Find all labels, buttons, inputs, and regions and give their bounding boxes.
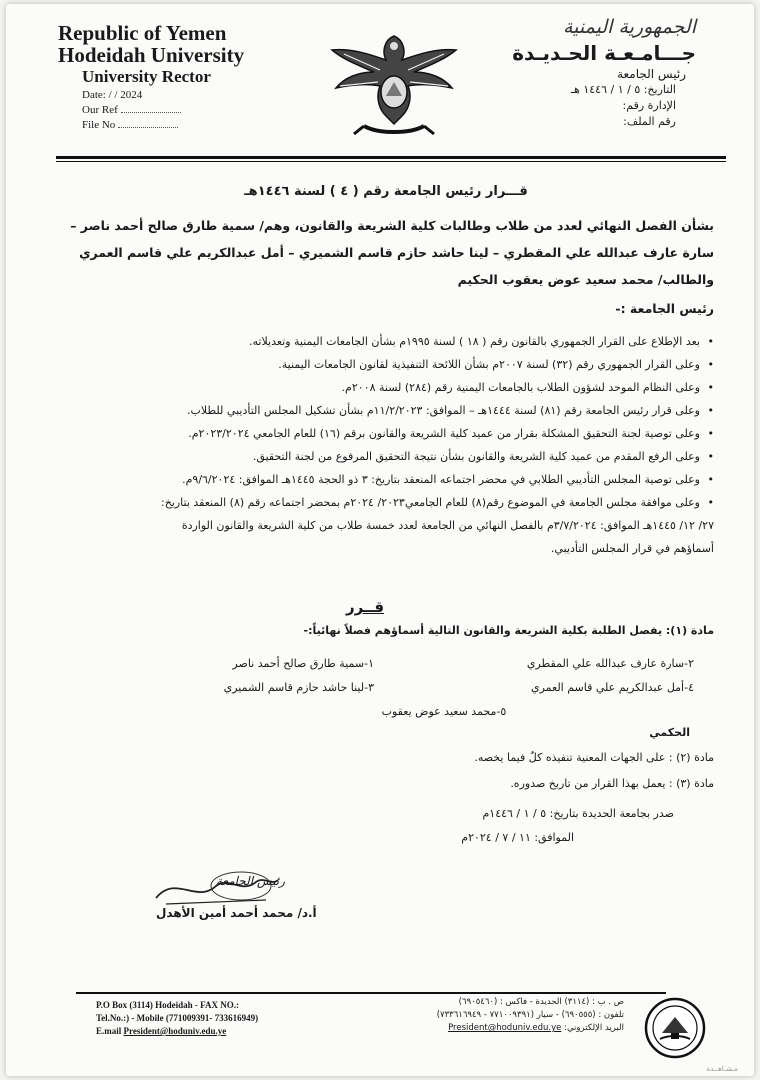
students-list — [74, 652, 694, 724]
list-item: • وعلى موافقة مجلس الجامعة في الموضوع رقم(٨) للعام الجامعي٢٠٢٣/ ٢٠٢٤م بمحضر اجتماعه رقم (٨) المنعقد بتاريخ: — [64, 491, 714, 514]
considerations-list — [64, 330, 714, 560]
office-ar: رئيس الجامعة — [617, 67, 686, 81]
list-item: • وعلى توصية لجنة التحقيق المشكلة بقرار من عميد كلية الشريعة والقانون برقم (١٦) للعام الجامعي ٢٠٢٣/٢٠٢٤م. — [64, 422, 714, 445]
rector-heading: رئيس الجامعة :- — [615, 301, 714, 316]
student-name: ٣-لينا حاشد حازم قاسم الشميري — [223, 681, 374, 694]
office-en: University Rector — [82, 67, 211, 86]
list-item-continuation: ٢٧/ ١٢/ ١٤٤٥هـ الموافق: ٣/٧/٢٠٢٤م بالفصل النهائي من الجامعة لعدد خمسة طلاب من كلية الشريعة والقانون الواردة — [181, 519, 714, 532]
student-name: ٤-أمل عبدالكريم علي قاسم العمري — [530, 681, 694, 694]
country-ar: الجمهورية اليمنية — [562, 16, 696, 38]
yemen-eagle-emblem-icon — [324, 26, 464, 141]
footer-rule — [76, 992, 666, 994]
ref-line-en: Our Ref — [82, 103, 244, 118]
header-rule-thin — [56, 161, 726, 162]
list-item: • وعلى القرار الجمهوري رقم (٣٢) لسنة ٢٠٠٧م بشأن اللائحة التنفيذية لقانون الجامعات اليمنية. — [64, 353, 714, 376]
footer-english: P.O Box (3114) Hodeidah - FAX NO.: Tel.No.:) - Mobile (771009391- 733616949) E.mail President@hoduniv.edu.ye — [96, 1000, 259, 1036]
university-logo-icon — [644, 997, 706, 1059]
header-english — [58, 22, 244, 133]
footer-arabic: ص . ب : (٣١١٤) الحديدة - فاكس : (٦٩٠٥٤٦٠) تلفون : (٦٩٠٥٥٥) - سيار (٧٧١٠٠٩٣٩١ - ٧٣٣٦١٦٩٤٩) البريد الإلكتروني: President@hoduniv.edu.ye — [436, 997, 624, 1033]
list-item: • وعلى النظام الموحد لشؤون الطلاب بالجامعات اليمنية رقم (٢٨٤) لسنة ٢٠٠٨م. — [64, 376, 714, 399]
corresponding-date: الموافق: ١١ / ٧ / ٢٠٢٤م — [461, 831, 574, 844]
list-item: • وعلى الرفع المقدم من عميد كلية الشريعة والقانون بشأن نتيجة التحقيق المرفوع من لجنة التحقيق. — [64, 445, 714, 468]
list-item-continuation: أسماؤهم في قرار المجلس التأديبي. — [550, 542, 714, 555]
ref-line-ar: الإدارة رقم: — [622, 99, 676, 112]
list-item: • بعد الإطلاع على القرار الجمهوري بالقانون رقم ( ١٨ ) لسنة ١٩٩٥م بشأن الجامعات اليمنية وتعديلاته. — [64, 330, 714, 353]
student-name-continuation: الحكمي — [649, 726, 690, 739]
student-name: ١-سمية طارق صالح أحمد ناصر — [232, 657, 374, 670]
decides-heading: قــرر — [346, 598, 385, 616]
header-rule-thick — [56, 156, 726, 159]
issue-date-block — [354, 802, 674, 850]
list-item: • وعلى قرار رئيس الجامعة رقم (٨١) لسنة ١٤٤٤هـ – الموافق: ١١/٢/٢٠٢٣م بشأن تشكيل المجلس التأديبي للطلاب. — [64, 399, 714, 422]
date-line-en: Date: / / 2024 — [82, 89, 143, 101]
file-line-en: File No — [82, 118, 244, 133]
student-name: ٢-سارة عارف عبدالله علي المقطري — [526, 657, 694, 670]
watermark-text: مـشـاهــدة — [706, 1065, 738, 1073]
signatory-title: رئيس الجامعة — [216, 874, 285, 888]
list-item: • وعلى توصية المجلس التأديبي الطلابي في محضر اجتماعه المنعقد بتاريخ: ٣ ذو الحجة ١٤٤٥هـ الموافق: ٩/٦/٢٠٢٤م. — [64, 468, 714, 491]
country-en: Republic of Yemen — [58, 21, 227, 45]
university-en: Hodeidah University — [58, 43, 245, 67]
article-1: مادة (١): يفصل الطلبة بكلية الشريعة والقانون التالية أسماؤهم فصلاً نهائياً:- — [303, 624, 714, 637]
document-page — [6, 4, 754, 1076]
issued-date: صدر بجامعة الحديدة بتاريخ: ٥ / ١ / ١٤٤٦م — [482, 807, 674, 820]
signatory-name: أ.د/ محمد أحمد أمين الأهدل — [156, 906, 317, 920]
decision-title: قـــرار رئيس الجامعة رقم ( ٤ ) لسنة ١٤٤٦هـ — [244, 184, 528, 199]
article-2: مادة (٢) : على الجهات المعنية تنفيذه كلٌ فيما يخصه. — [474, 751, 714, 764]
date-line-ar: التاريخ: ٥ / ١ / ١٤٤٦ هـ — [570, 83, 676, 96]
email-link[interactable]: President@hoduniv.edu.ye — [448, 1023, 562, 1033]
file-line-ar: رقم الملف: — [623, 115, 676, 128]
article-3: مادة (٣) : يعمل بهذا القرار من تاريخ صدوره. — [510, 777, 714, 790]
email-link[interactable]: President@hoduniv.edu.ye — [123, 1026, 227, 1036]
header-arabic — [446, 14, 696, 130]
student-name: ٥-محمد سعيد عوض يعقوب — [381, 705, 507, 718]
university-ar: جـــامـعـة الحـديـدة — [512, 41, 696, 65]
decision-subject: بشأن الفصل النهائي لعدد من طلاب وطالبات كلية الشريعة والقانون، وهم/ سمية طارق صالح أحمد ناصر – سارة عارف عبدالله علي المقطري – لينا حاشد حازم قاسم الشميري – أمل عبدالكريم علي قاسم العمري والطالب/ محمد سعيد عوض يعقوب الحكيم — [70, 218, 714, 287]
